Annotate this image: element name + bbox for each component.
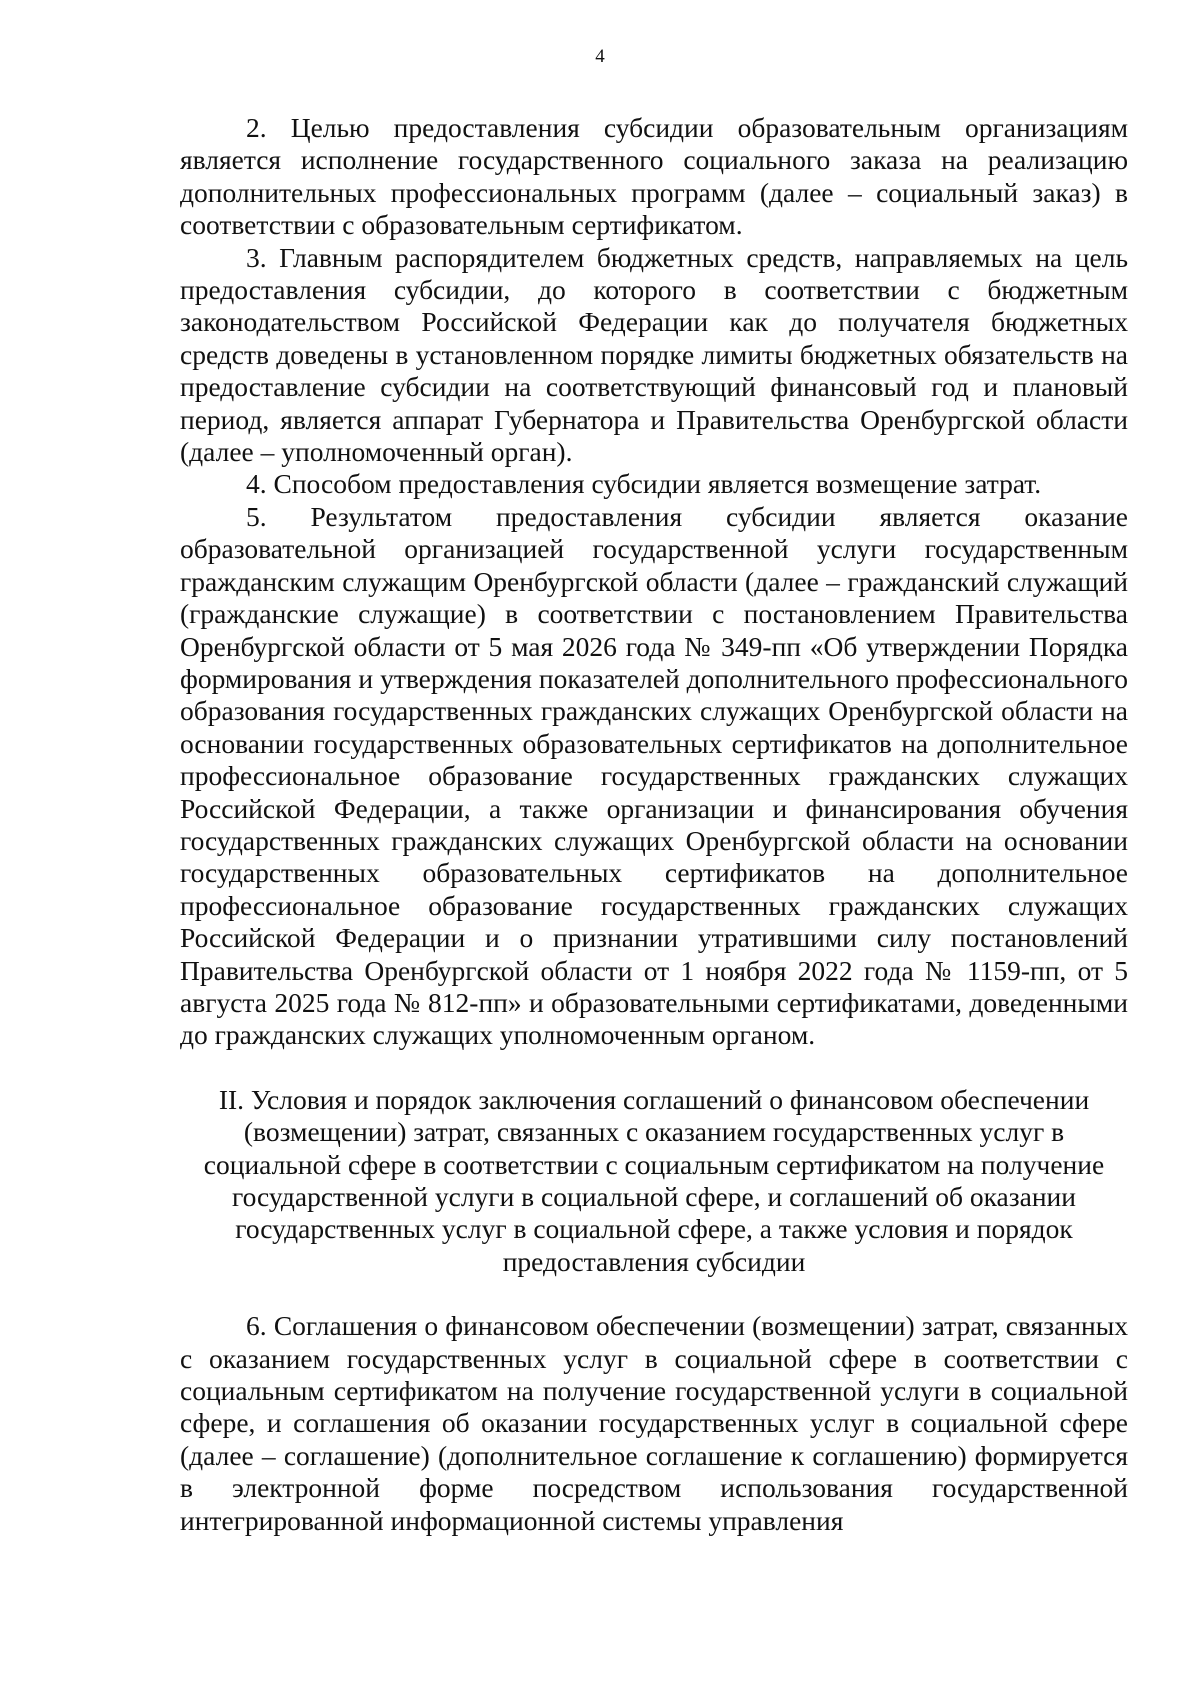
paragraph-3: 3. Главным распорядителем бюджетных средств, направляемых на цель предоставления субсидии, до которого в соответствии с бюджетным законодательством Российской Федерации как до получателя бюджетных средств доведены в установленном порядке лимиты бюджетных обязательств на предоставление субсидии на соответствующий финансовый год и плановый период, является аппарат Губернатора и Правительства Оренбургской области (далее – уполномоченный орган).: [180, 241, 1128, 468]
page-number: 4: [595, 46, 605, 67]
paragraph-4: 4. Способом предоставления субсидии является возмещение затрат.: [246, 468, 1042, 500]
section-heading: II. Условия и порядок заключения соглашений о финансовом обеспечении (возмещении) затрат, связанных с оказанием государственных услуг в социальной сфере в соответствии с социальным сертификатом на получение государственной услуги в социальной сфере, и соглашений об оказании государственных услуг в социальной сфере, а также условия и порядок предоставления субсидии: [203, 1083, 1105, 1277]
paragraph-6: 6. Соглашения о финансовом обеспечении (возмещении) затрат, связанных с оказанием государственных услуг в социальной сфере в соответствии с социальным сертификатом на получение государственной услуги в социальной сфере, и соглашения об оказании государственных услуг в социальной сфере (далее – соглашение) (дополнительное соглашение к соглашению) формируется в электронной форме посредством использования государственной интегрированной информационной системы управления: [180, 1310, 1128, 1536]
paragraph-5: 5. Результатом предоставления субсидии является оказание образовательной организацией государственной услуги государственным гражданским служащим Оренбургской области (далее – гражданский служащий (гражданские служащие) в соответствии с постановлением Правительства Оренбургской области от 5 мая 2026 года № 349-пп «Об утверждении Порядка формирования и утверждения показателей дополнительного профессионального образования государственных гражданских служащих Оренбургской области на основании государственных образовательных сертификатов на дополнительное профессиональное образование государственных гражданских служащих Российской Федерации, а также организации и финансирования обучения государственных гражданских служащих Оренбургской области на основании государственных образовательных сертификатов на дополнительное профессиональное образование государственных гражданских служащих Российской Федерации и о признании утратившими силу постановлений Правительства Оренбургской области от 1 ноября 2022 года № 1159-пп, от 5 августа 2025 года № 812-пп» и образовательными сертификатами, доведенными до гражданских служащих уполномоченным органом.: [180, 500, 1128, 1051]
document-body: [180, 112, 1128, 1537]
paragraph-2: 2. Целью предоставления субсидии образовательным организациям является исполнение государственного социального заказа на реализацию дополнительных профессиональных программ (далее – социальный заказ) в соответствии с образовательным сертификатом.: [180, 112, 1128, 241]
